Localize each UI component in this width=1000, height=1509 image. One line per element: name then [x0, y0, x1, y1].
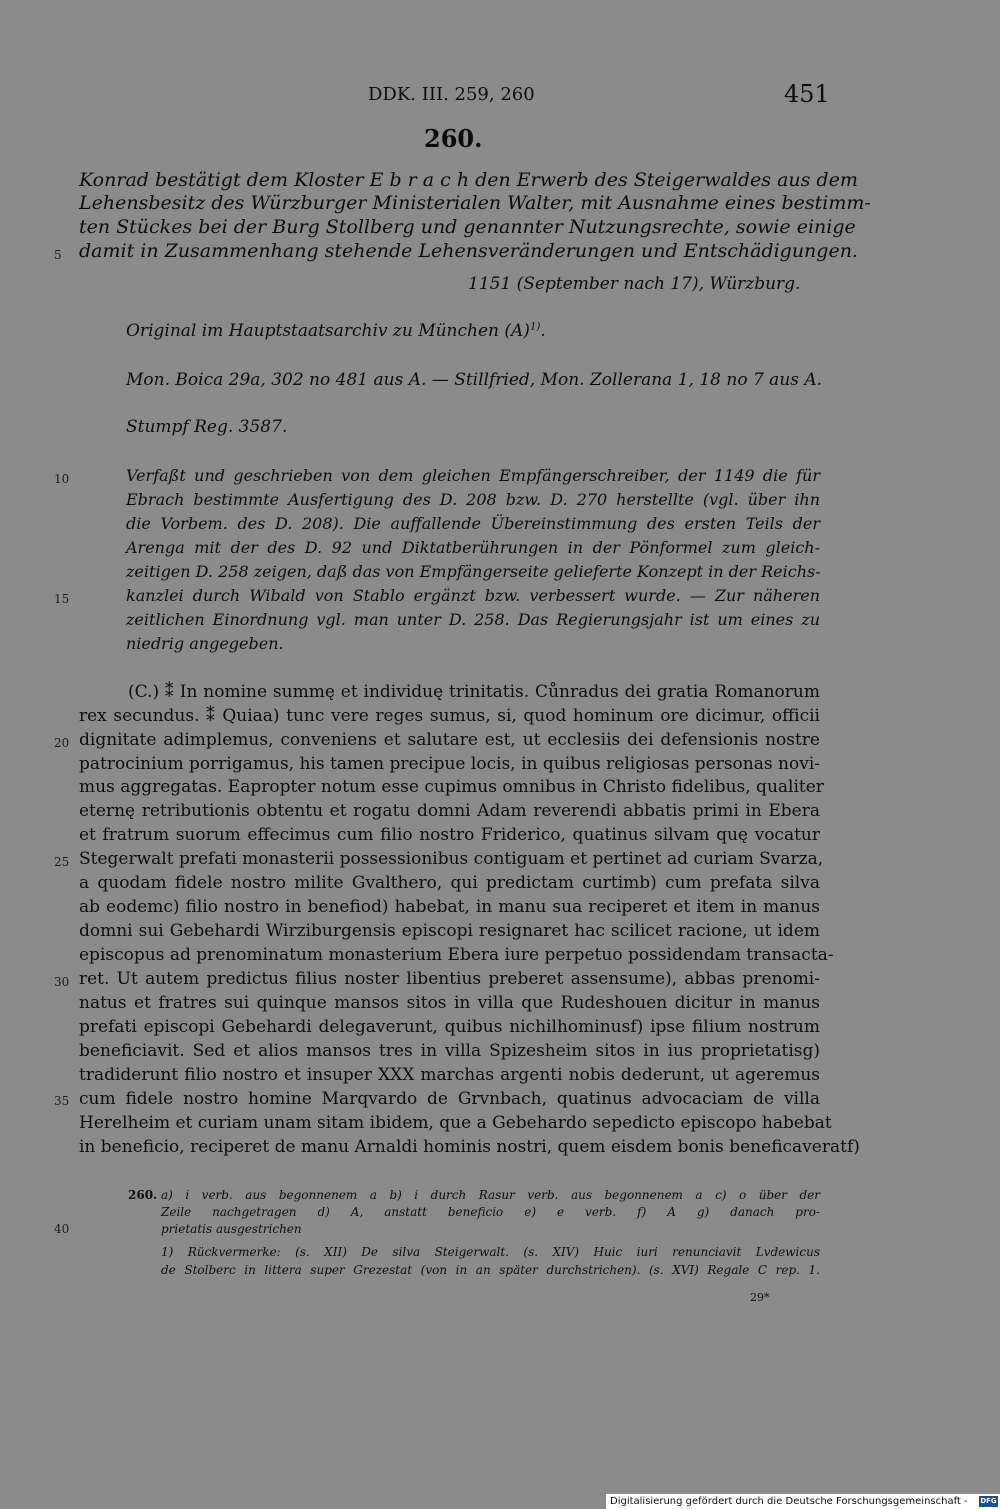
line-number: 15	[54, 592, 70, 606]
text-line: prefati episcopi Gebehardi delegaverunt, quibus nichilhominusf) ipse filium nostrum	[79, 1017, 820, 1037]
text-line: in beneficio, reciperet de manu Arnaldi hominis nostri, quem eisdem bonis beneficaveratf)	[79, 1137, 860, 1157]
footer-text: Digitalisierung gefördert durch die Deutsche Forschungsgemeinschaft -	[610, 1496, 968, 1507]
text-line: a quodam fidele nostro milite Gvalthero, qui predictam curtimb) cum prefata silva	[79, 873, 820, 893]
line-number: 5	[54, 248, 62, 262]
text-line: (C.) ⁑ In nomine summę et individuę trinitatis. Cůnradus dei gratia Romanorum	[128, 682, 820, 702]
text-line: dignitate adimplemus, conveniens et salutare est, ut ecclesiis dei defensionis nostre	[79, 730, 820, 750]
line-number: 20	[54, 736, 70, 750]
tradition-original-text: Original im Hauptstaatsarchiv zu München (A)	[126, 321, 530, 341]
text-line: Stegerwalt prefati monasterii possessionibus contiguam et pertinet ad curiam Svarza,	[79, 849, 824, 869]
footer-bar	[606, 1494, 1000, 1509]
commentary-line: Ebrach bestimmte Ausfertigung des D. 208 bzw. D. 270 herstellte (vgl. über ihn	[126, 490, 820, 509]
tradition-original	[126, 321, 546, 341]
line-number: 25	[54, 855, 70, 869]
regest-line: Lehensbesitz des Würzburger Ministerialen Walter, mit Ausnahme eines bestimm-	[79, 192, 871, 214]
commentary-line: zeitigen D. 258 zeigen, daß das von Empfängerseite gelieferte Konzept in der Reichs-	[126, 562, 821, 581]
tradition-prints: Mon. Boica 29a, 302 no 481 aus A. — Stillfried, Mon. Zollerana 1, 18 no 7 aus A.	[126, 370, 823, 390]
date-line: 1151 (September nach 17), Würzburg.	[468, 274, 801, 294]
regest-line: damit in Zusammenhang stehende Lehensveränderungen und Entschädigungen.	[79, 240, 858, 262]
line-number: 30	[54, 975, 70, 989]
apparatus-line: Zeile nachgetragen d) A, anstatt beneficio e) e verb. f) A g) danach pro-	[161, 1205, 820, 1219]
note-line: 1) Rückvermerke: (s. XII) De silva Steigerwalt. (s. XIV) Huic iuri renunciavit Lvdewicus	[161, 1245, 820, 1259]
commentary-line: niedrig angegeben.	[126, 634, 284, 653]
text-line: ab eodemc) filio nostro in benefiod) habebat, in manu sua reciperet et item in manus	[79, 897, 820, 917]
line-number: 40	[54, 1222, 70, 1236]
text-line: episcopus ad prenominatum monasterium Ebera iure perpetuo possidendam transacta-	[79, 945, 834, 965]
tradition-note-ref: 1)	[529, 321, 541, 333]
text-line: natus et fratres sui quinque mansos sitos in villa que Rudeshouen dicitur in manus	[79, 993, 820, 1013]
text-line: et fratrum suorum effecimus cum filio nostro Friderico, quatinus silvam quę vocatur	[79, 825, 820, 845]
signature-mark: 29*	[750, 1291, 770, 1304]
regest-line: ten Stückes bei der Burg Stollberg und genannter Nutzungsrechte, sowie einige	[79, 216, 856, 238]
commentary-line: die Vorbem. des D. 208). Die auffallende Übereinstimmung des ersten Teils der	[126, 514, 820, 533]
note-line: de Stolberc in littera super Grezestat (von in an später durchstrichen). (s. XVI) Regale C rep. 1.	[161, 1263, 820, 1277]
text-line: Herelheim et curiam unam sitam ibidem, que a Gebehardo sepedicto episcopo habebat	[79, 1113, 832, 1133]
apparatus-line: a) i verb. aus begonnenem a b) i durch Rasur verb. aus begonnenem a c) o über der	[161, 1188, 820, 1202]
apparatus-label: 260.	[128, 1188, 158, 1202]
text-line: mus aggregatas. Eapropter notum esse cupimus omnibus in Christo fidelibus, qualiter	[79, 777, 824, 797]
apparatus-line: prietatis ausgestrichen	[161, 1222, 302, 1236]
text-line: beneficiavit. Sed et alios mansos tres in villa Spizesheim sitos in ius proprietatisg)	[79, 1041, 820, 1061]
page-number: 451	[784, 80, 830, 108]
text-line: tradiderunt filio nostro et insuper XXX marchas argenti nobis dederunt, ut ageremus	[79, 1065, 820, 1085]
text-line: rex secundus. ⁑ Quiaa) tunc vere reges sumus, si, quod hominum ore dicimur, officii	[79, 706, 820, 726]
commentary-line: Verfaßt und geschrieben von dem gleichen Empfängerschreiber, der 1149 die für	[126, 466, 820, 485]
line-number: 35	[54, 1094, 70, 1108]
document-number: 260.	[424, 124, 483, 153]
tradition-regesta: Stumpf Reg. 3587.	[126, 417, 288, 437]
text-line: ret. Ut autem predictus filius noster libentius preberet assensume), abbas prenomi-	[79, 969, 820, 989]
text-line: patrocinium porrigamus, his tamen precipue locis, in quibus religiosas personas novi-	[79, 754, 820, 774]
text-line: eternę retributionis obtentu et rogatu domni Adam reverendi abbatis primi in Ebera	[79, 801, 820, 821]
dfg-logo: DFG	[980, 1497, 997, 1505]
regest-line: Konrad bestätigt dem Kloster E b r a c h den Erwerb des Steigerwaldes aus dem	[79, 169, 858, 191]
running-title: DDK. III. 259, 260	[368, 84, 535, 105]
text-line: cum fidele nostro homine Marqvardo de Grvnbach, quatinus advocaciam de villa	[79, 1089, 820, 1109]
tradition-period: .	[540, 321, 546, 341]
commentary-line: kanzlei durch Wibald von Stablo ergänzt bzw. verbessert wurde. — Zur näheren	[126, 586, 820, 605]
line-number: 10	[54, 472, 70, 486]
text-line: domni sui Gebehardi Wirziburgensis episcopi resignaret hac scilicet racione, ut idem	[79, 921, 820, 941]
commentary-line: zeitlichen Einordnung vgl. man unter D. 258. Das Regierungsjahr ist um eines zu	[126, 610, 820, 629]
commentary-line: Arenga mit der des D. 92 und Diktatberührungen in der Pönformel zum gleich-	[126, 538, 820, 557]
